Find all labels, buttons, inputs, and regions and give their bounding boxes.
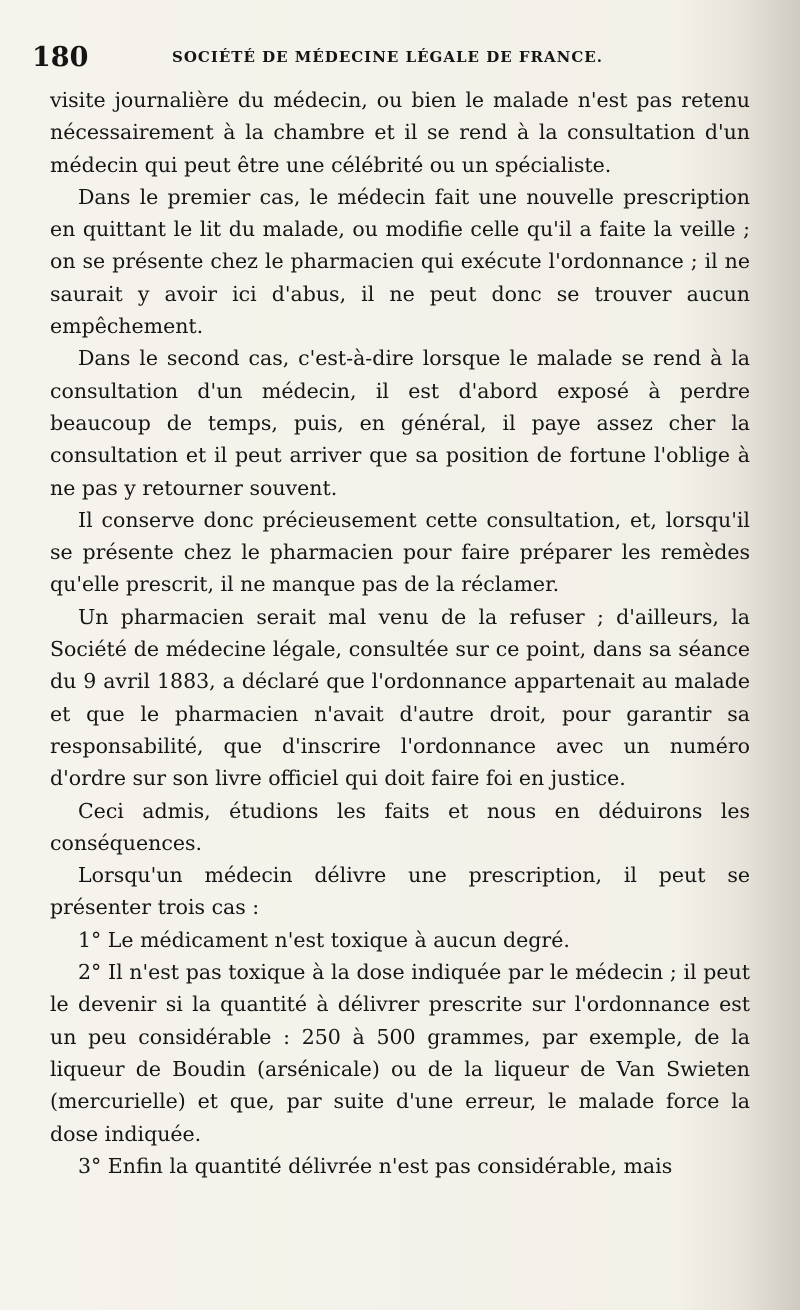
body-text	[50, 84, 750, 1182]
list-item-case-1: 1° Le médicament n'est toxique à aucun degré.	[78, 927, 570, 952]
page-number: 180	[32, 42, 89, 73]
paragraph: Ceci admis, étudions les faits et nous en déduirons les conséquences.	[50, 798, 750, 855]
page-header	[32, 38, 732, 78]
paragraph: Un pharmacien serait mal venu de la refuser ; d'ailleurs, la Société de médecine légale, consultée sur ce point, dans sa séance du 9 avril 1883, a déclaré que l'ordonnance appartenait au malade et que le pharmacien n'avait d'autre droit, pour garantir sa responsabilité, que d'inscrire l'ordonnance avec un numéro d'ordre sur son livre officiel qui doit faire foi en justice.	[50, 604, 750, 791]
list-item-case-2: 2° Il n'est pas toxique à la dose indiquée par le médecin ; il peut le devenir si la quantité à délivrer prescrite sur l'ordonnance est un peu considérable : 250 à 500 grammes, par exemple, de la liqueur de Boudin (arsénicale) ou de la liqueur de Van Swieten (mercurielle) et que, par suite d'une erreur, le malade force la dose indiquée.	[50, 960, 750, 1146]
paragraph: Il conserve donc précieusement cette consultation, et, lorsqu'il se présente chez le pharmacien pour faire préparer les remèdes qu'elle prescrit, il ne manque pas de la réclamer.	[50, 507, 750, 597]
paragraph-continued: visite journalière du médecin, ou bien le malade n'est pas retenu nécessairement à la chambre et il se rend à la consultation d'un médecin qui peut être une célébrité ou un spécialiste.	[50, 88, 750, 177]
paragraph: Dans le premier cas, le médecin fait une nouvelle prescription en quittant le lit du malade, ou modifie celle qu'il a faite la veille ; on se présente chez le pharmacien qui exécute l'ordonnance ; il ne saurait y avoir ici d'abus, il ne peut donc se trouver aucun empêchement.	[50, 184, 750, 339]
running-title: SOCIÉTÉ DE MÉDECINE LÉGALE DE FRANCE.	[172, 48, 603, 66]
paragraph: Lorsqu'un médecin délivre une prescription, il peut se présenter trois cas :	[50, 863, 750, 920]
paragraph: Dans le second cas, c'est-à-dire lorsque le malade se rend à la consultation d'un médecin, il est d'abord exposé à perdre beaucoup de temps, puis, en général, il paye assez cher la consultation et il peut arriver que sa position de fortune l'oblige à ne pas y retourner souvent.	[50, 346, 750, 500]
list-item-case-3: 3° Enfin la quantité délivrée n'est pas considérable, mais	[78, 1153, 673, 1178]
